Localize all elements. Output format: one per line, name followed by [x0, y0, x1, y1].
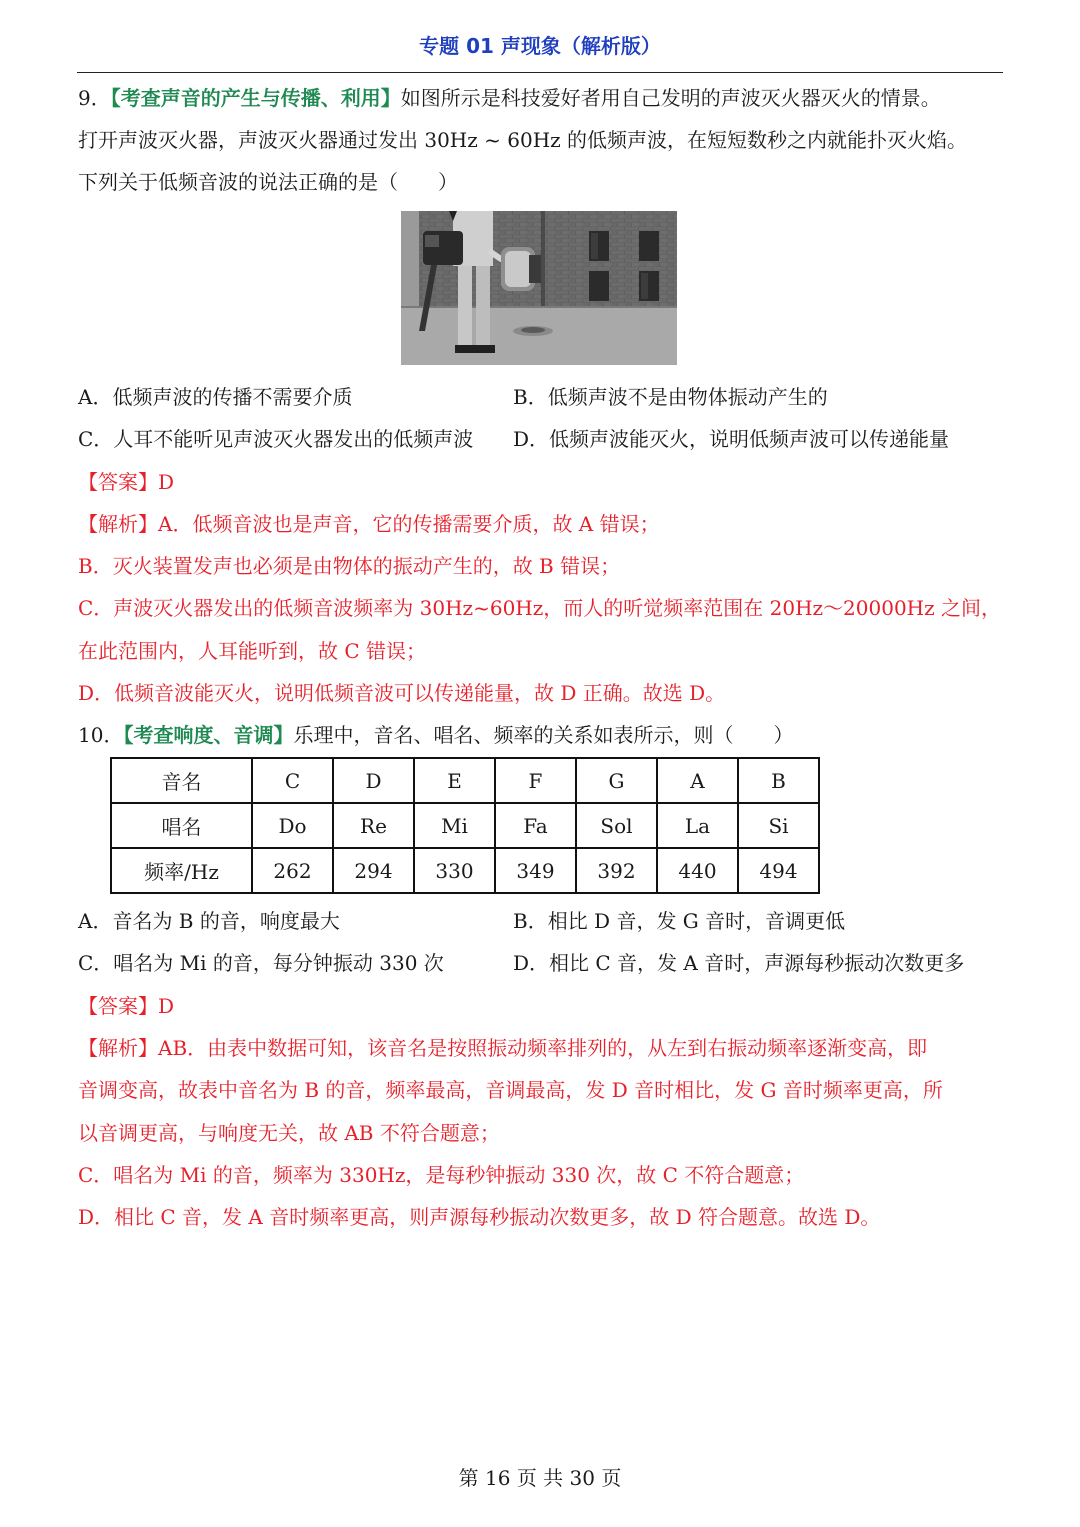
q10-analysis-line4: C．唱名为 Mi 的音，频率为 330Hz，是每秒钟振动 330 次，故 C 不符合题意；	[78, 1163, 805, 1187]
table-cell: E	[414, 758, 495, 803]
q9-options-row1	[78, 383, 1008, 411]
q10-analysis-line5: D．相比 C 音，发 A 音时频率更高，则声源每秒振动次数更多，故 D 符合题意。故选 D。	[78, 1205, 881, 1229]
table-cell: La	[657, 803, 738, 848]
q9-option-a[interactable]: A．低频声波的传播不需要介质	[78, 385, 353, 409]
table-row	[111, 758, 819, 803]
note-frequency-table	[110, 757, 820, 894]
q10-option-c[interactable]: C．唱名为 Mi 的音，每分钟振动 330 次	[78, 951, 444, 975]
q9-analysis-line5: D．低频音波能灭火，说明低频音波可以传递能量，故 D 正确。故选 D。	[78, 681, 726, 705]
q9-analysis-line4: 在此范围内，人耳能听到，故 C 错误；	[78, 639, 427, 663]
table-cell: 294	[333, 848, 414, 893]
photo-illustration	[401, 211, 677, 365]
table-cell: Si	[738, 803, 819, 848]
q10-option-a[interactable]: A．音名为 B 的音，响度最大	[78, 909, 340, 933]
q10-topic-tag: 【考查响度、音调】	[123, 723, 294, 747]
q9-option-c[interactable]: C．人耳不能听见声波灭火器发出的低频声波	[78, 427, 474, 451]
q10-options-row1	[78, 907, 1008, 935]
table-cell: A	[657, 758, 738, 803]
table-cell: Sol	[576, 803, 657, 848]
header-divider	[77, 72, 1003, 73]
q10-option-d[interactable]: D．相比 C 音，发 A 音时，声源每秒振动次数更多	[513, 951, 965, 975]
table-cell: 唱名	[111, 803, 252, 848]
table-cell: G	[576, 758, 657, 803]
table-cell: Do	[252, 803, 333, 848]
q10-analysis-line2: 音调变高，故表中音名为 B 的音，频率最高，音调最高，发 D 音时相比，发 G 音时频率更高，所	[78, 1078, 943, 1102]
q9-stem-line2: 打开声波灭火器，声波灭火器通过发出 30Hz ~ 60Hz 的低频声波，在短短数秒之内就能扑灭火焰。	[78, 128, 968, 152]
page-footer-number: 第 16 页 共 30 页	[458, 1466, 622, 1490]
q9-topic-tag: 【考查声音的产生与传播、利用】	[110, 86, 401, 110]
table-cell: Fa	[495, 803, 576, 848]
q9-option-d[interactable]: D．低频声波能灭火，说明低频声波可以传递能量	[513, 427, 950, 451]
q9-analysis-line2: B．灭火装置发声也必须是由物体的振动产生的，故 B 错误；	[78, 554, 621, 578]
q9-answer: 【答案】D	[78, 470, 175, 494]
q10-stem-text: 乐理中，音名、唱名、频率的关系如表所示，则（ ）	[293, 723, 794, 747]
table-cell: Mi	[414, 803, 495, 848]
table-cell: D	[333, 758, 414, 803]
q9-analysis-line3: C．声波灭火器发出的低频音波频率为 30Hz~60Hz，而人的听觉频率范围在 20Hz～20000Hz 之间，	[78, 596, 1002, 620]
table-cell: 440	[657, 848, 738, 893]
table-cell: 音名	[111, 758, 252, 803]
q10-analysis-line1: 【解析】AB．由表中数据可知，该音名是按照振动频率排列的，从左到右振动频率逐渐变高，即	[78, 1036, 928, 1060]
table-cell: 349	[495, 848, 576, 893]
table-cell: 494	[738, 848, 819, 893]
table-row	[111, 803, 819, 848]
table-cell: B	[738, 758, 819, 803]
q10-stem	[78, 721, 1008, 749]
q10-number: 10．	[78, 723, 124, 747]
q10-analysis-line3: 以音调更高，与响度无关，故 AB 不符合题意；	[78, 1121, 500, 1145]
table-cell: C	[252, 758, 333, 803]
page-header-title: 专题 01 声现象（解析版）	[419, 34, 661, 58]
table-cell: Re	[333, 803, 414, 848]
table-row	[111, 848, 819, 893]
q9-number: 9．	[78, 86, 111, 110]
table-cell: 频率/Hz	[111, 848, 252, 893]
q9-stem-line3: 下列关于低频音波的说法正确的是（ ）	[78, 170, 458, 194]
table-cell: F	[495, 758, 576, 803]
q10-options-row2	[78, 949, 1008, 977]
table-cell: 392	[576, 848, 657, 893]
q10-answer: 【答案】D	[78, 994, 175, 1018]
q9-options-row2	[78, 425, 1008, 453]
sonic-extinguisher-photo	[401, 211, 677, 365]
q9-stem-line1	[78, 84, 1008, 112]
q9-analysis-line1: 【解析】A．低频音波也是声音，它的传播需要介质，故 A 错误；	[78, 512, 660, 536]
q9-stem-text: 如图所示是科技爱好者用自己发明的声波灭火器灭火的情景。	[400, 86, 941, 110]
q10-option-b[interactable]: B．相比 D 音，发 G 音时，音调更低	[513, 909, 846, 933]
q9-option-b[interactable]: B．低频声波不是由物体振动产生的	[513, 385, 828, 409]
table-cell: 262	[252, 848, 333, 893]
table-cell: 330	[414, 848, 495, 893]
